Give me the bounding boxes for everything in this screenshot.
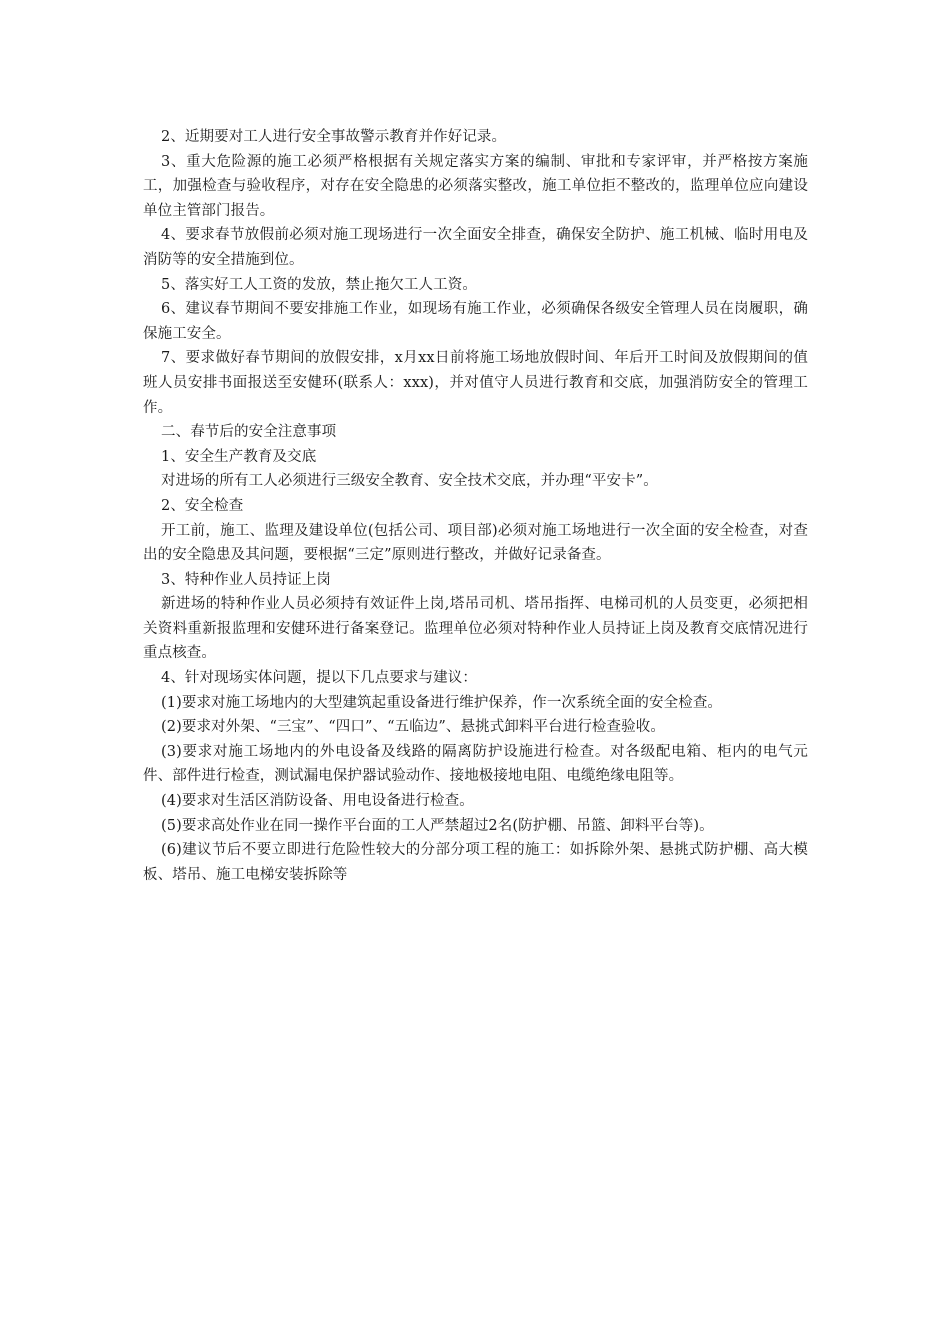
list-item-3: (3)要求对施工场地内的外电设备及线路的隔离防护设施进行检查。对各级配电箱、柜内的电气元件、部件进行检查，测试漏电保护器试验动作、接地极接地电阻、电缆绝缘电阻等。 bbox=[143, 743, 808, 785]
subheading-safety-education: 1、安全生产教育及交底 bbox=[161, 448, 317, 465]
subheading-site-issues: 4、针对现场实体问题，提以下几点要求与建议： bbox=[161, 670, 477, 687]
paragraph-item-4: 4、要求春节放假前必须对施工现场进行一次全面安全排查，确保安全防护、施工机械、临时用电及消防等的安全措施到位。 bbox=[143, 227, 808, 268]
document-body bbox=[143, 125, 808, 887]
paragraph-safety-education: 对进场的所有工人必须进行三级安全教育、安全技术交底，并办理“平安卡”。 bbox=[161, 473, 658, 490]
paragraph-item-7: 7、要求做好春节期间的放假安排，x月xx日前将施工场地放假时间、年后开工时间及放假期间的值班人员安排书面报送至安健环(联系人：xxx)，并对值守人员进行教育和交底，加强消防安全的管理工作。 bbox=[143, 350, 808, 416]
list-item-4: (4)要求对生活区消防设备、用电设备进行检查。 bbox=[161, 793, 474, 810]
paragraph-item-6: 6、建议春节期间不要安排施工作业，如现场有施工作业，必须确保各级安全管理人员在岗履职，确保施工安全。 bbox=[143, 301, 808, 342]
list-item-6: (6)建议节后不要立即进行危险性较大的分部分项工程的施工：如拆除外架、悬挑式防护棚、高大模板、塔吊、施工电梯安装拆除等 bbox=[143, 842, 808, 883]
list-item-5: (5)要求高处作业在同一操作平台面的工人严禁超过2名(防护棚、吊篮、卸料平台等)。 bbox=[161, 817, 714, 834]
paragraph-item-3: 3、重大危险源的施工必须严格根据有关规定落实方案的编制、审批和专家评审，并严格按方案施工，加强检查与验收程序，对存在安全隐患的必须落实整改，施工单位拒不整改的，监理单位应向建设单位主管部门报告。 bbox=[143, 153, 808, 219]
section-heading-after-festival: 二、春节后的安全注意事项 bbox=[161, 424, 337, 441]
paragraph-special-operators: 新进场的特种作业人员必须持有效证件上岗,塔吊司机、塔吊指挥、电梯司机的人员变更，必须把相关资料重新报监理和安健环进行备案登记。监理单位必须对特种作业人员持证上岗及教育交底情况进行重点核查。 bbox=[143, 596, 808, 662]
paragraph-safety-inspection: 开工前，施工、监理及建设单位(包括公司、项目部)必须对施工场地进行一次全面的安全检查，对查出的安全隐患及其问题，要根据“三定”原则进行整改，并做好记录备查。 bbox=[143, 522, 808, 564]
subheading-special-operators: 3、特种作业人员持证上岗 bbox=[161, 571, 331, 588]
list-item-2: (2)要求对外架、“三宝”、“四口”、“五临边”、悬挑式卸料平台进行检查验收。 bbox=[161, 719, 665, 736]
list-item-1: (1)要求对施工场地内的大型建筑起重设备进行维护保养，作一次系统全面的安全检查。 bbox=[161, 694, 723, 711]
subheading-safety-inspection: 2、安全检查 bbox=[161, 497, 244, 514]
paragraph-item-5: 5、落实好工人工资的发放，禁止拖欠工人工资。 bbox=[161, 276, 477, 293]
paragraph-item-2: 2、近期要对工人进行安全事故警示教育并作好记录。 bbox=[161, 129, 507, 145]
